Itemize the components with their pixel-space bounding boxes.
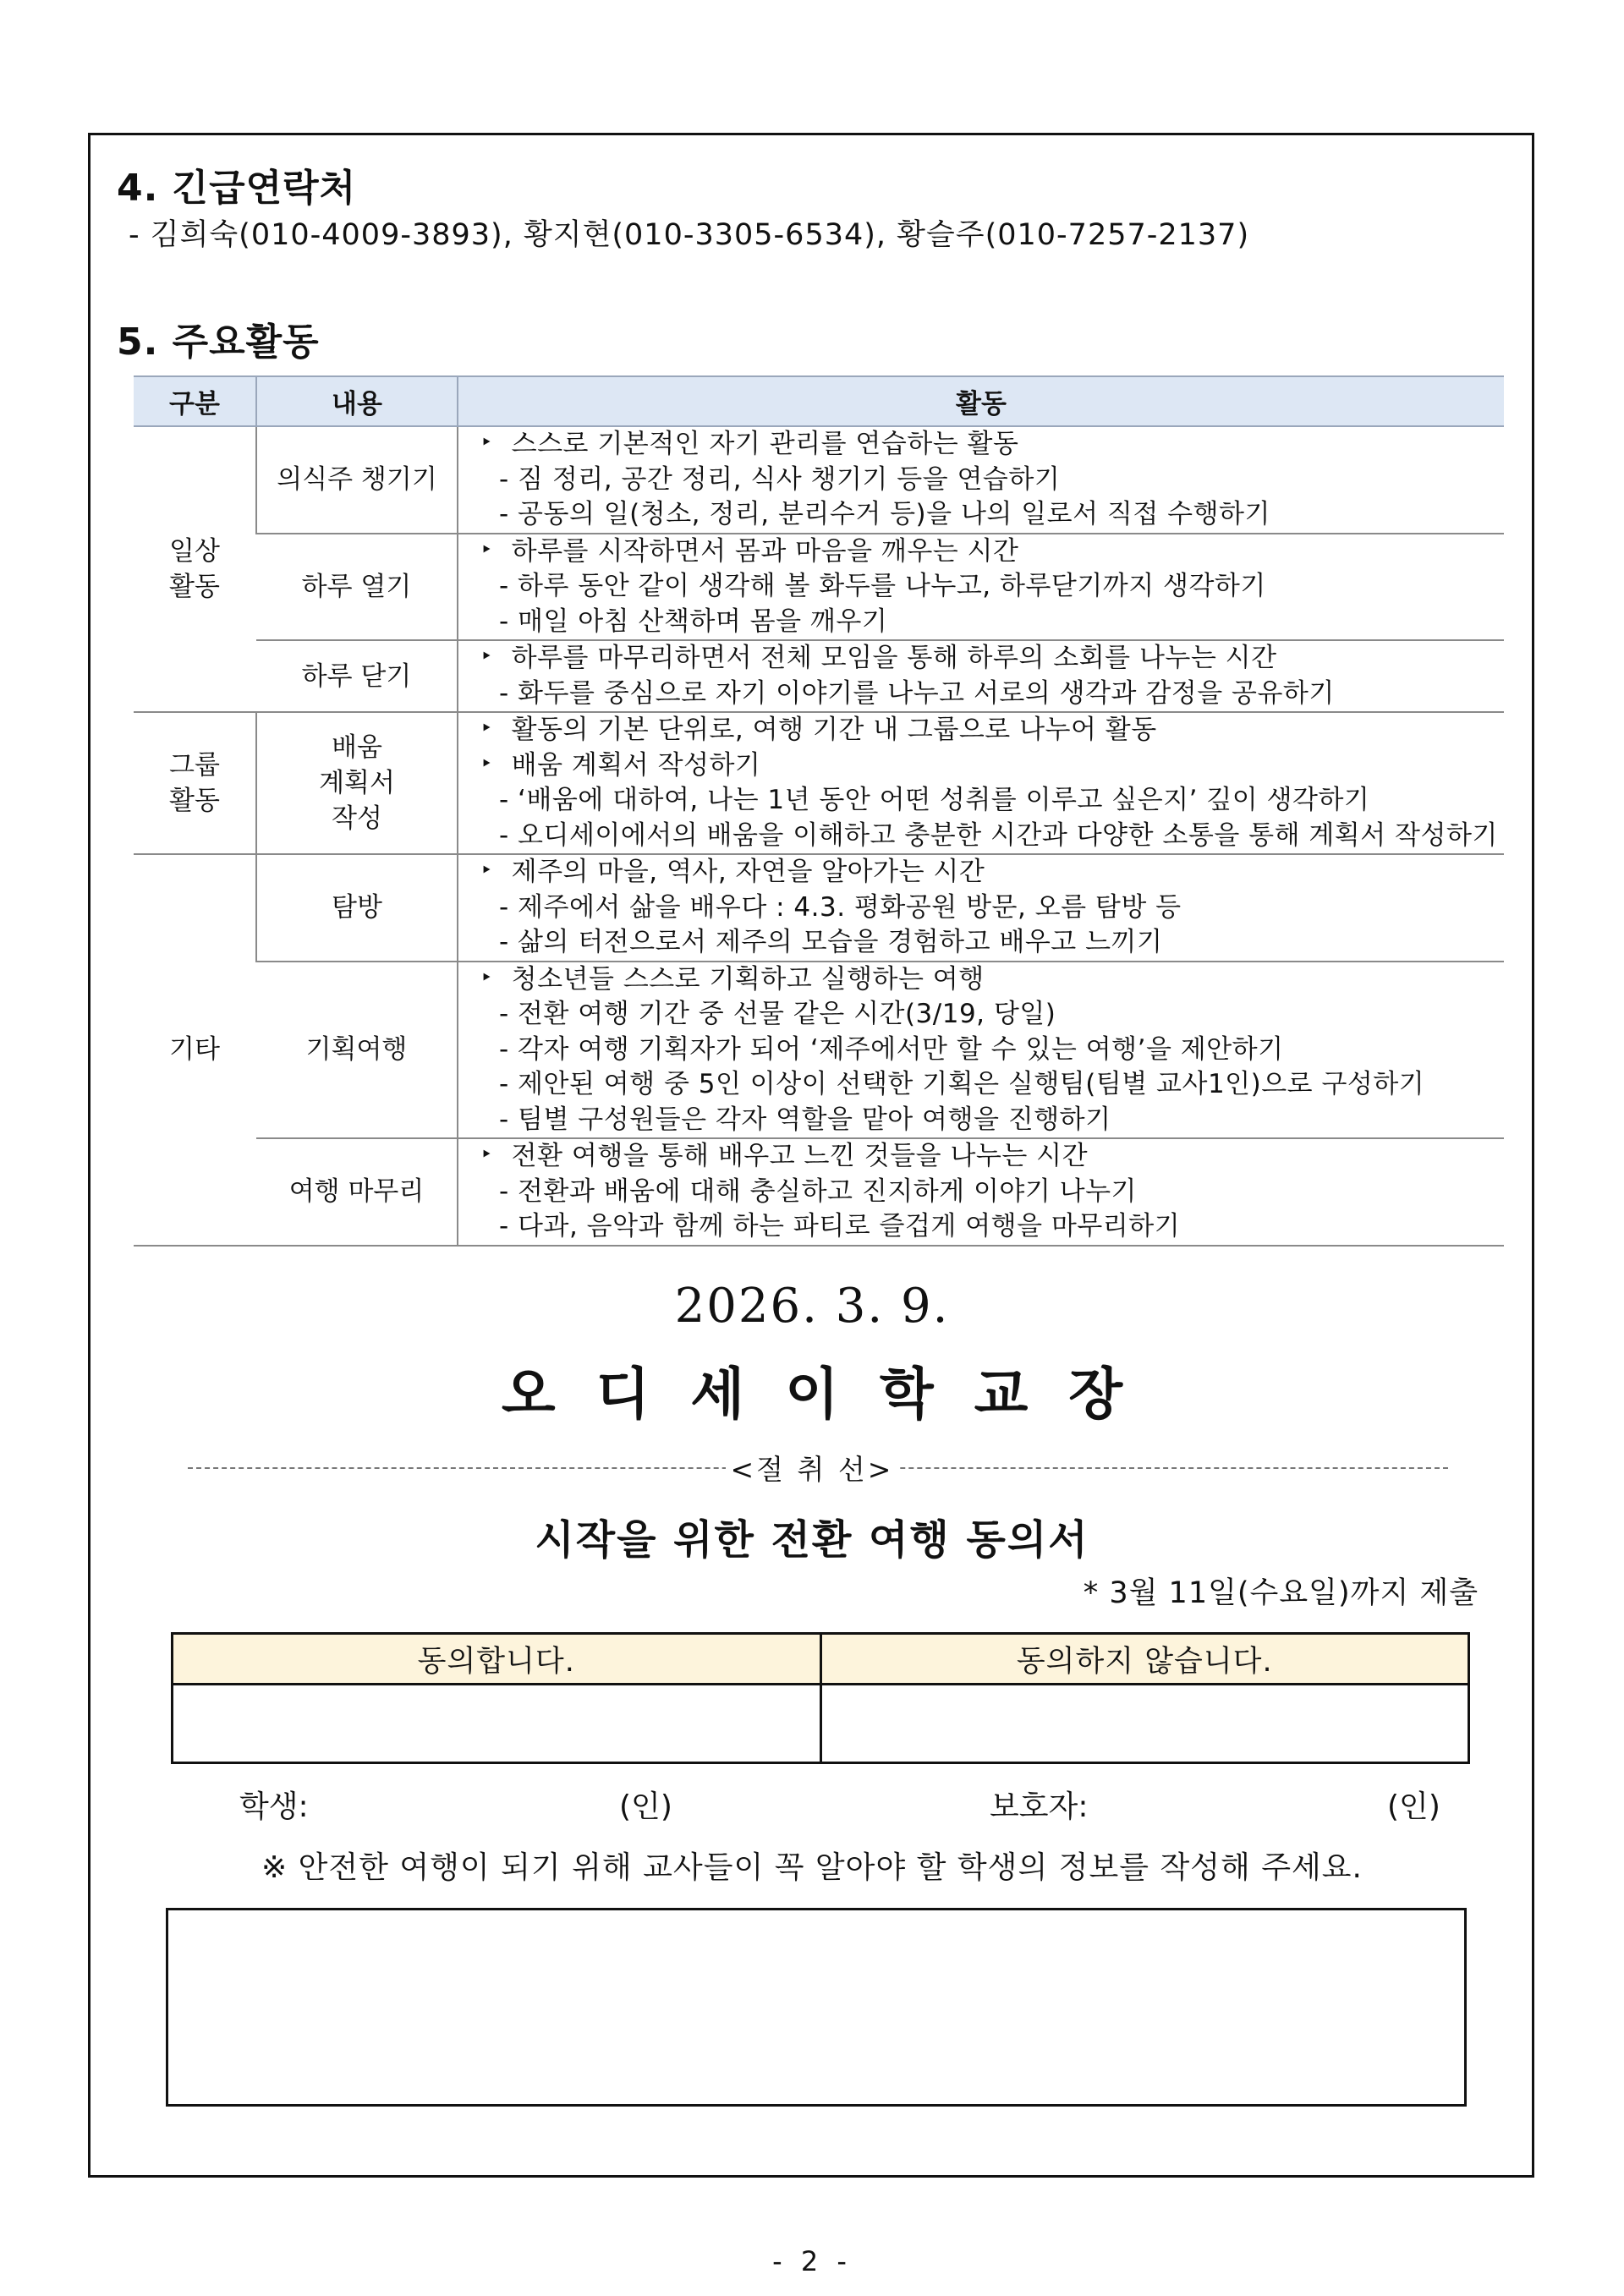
- activities-table: [134, 375, 1504, 1247]
- activities-header-row: [134, 376, 1504, 426]
- header-category: 구분: [134, 376, 256, 426]
- category-cell: [134, 712, 256, 854]
- student-info-box[interactable]: [166, 1908, 1467, 2107]
- activity-detail: - ‘배움에 대하여, 나는 1년 동안 어떤 성취를 이루고 싶은지’ 깊이 생각하기: [477, 783, 1504, 819]
- agree-box[interactable]: [173, 1685, 821, 1763]
- activity-detail: - 전환 여행 기간 중 선물 같은 시간(3/19, 당일): [477, 997, 1504, 1033]
- activity-bullet: ‣ 제주의 마을, 역사, 자연을 알아가는 시간: [477, 855, 1504, 890]
- activity-bullet: ‣ 스스로 기본적인 자기 관리를 연습하는 활동: [477, 427, 1504, 463]
- activity-row: [134, 640, 1504, 712]
- activity-bullet: ‣ 활동의 기본 단위로, 여행 기간 내 그룹으로 나누어 활동: [477, 713, 1504, 748]
- content-line: 기획여행: [305, 1034, 408, 1066]
- content-line: 하루 열기: [301, 571, 412, 602]
- activity-cell: [458, 640, 1504, 712]
- activity-detail: - 짐 정리, 공간 정리, 식사 챙기기 등을 연습하기: [477, 463, 1504, 498]
- activity-bullet: ‣ 전환 여행을 통해 배우고 느낀 것들을 나누는 시간: [477, 1139, 1504, 1175]
- activity-detail: - 공동의 일(청소, 정리, 분리수거 등)을 나의 일로서 직접 수행하기: [477, 497, 1504, 533]
- consent-title: 시작을 위한 전환 여행 동의서: [535, 1516, 1089, 1564]
- content-line: 계획서: [319, 768, 395, 798]
- activity-bullet: ‣ 배움 계획서 작성하기: [477, 748, 1504, 784]
- activity-row: [134, 426, 1504, 534]
- activity-detail: - 제주에서 삶을 배우다 : 4.3. 평화공원 방문, 오름 탐방 등: [477, 890, 1504, 926]
- activity-row: [134, 534, 1504, 641]
- category-line: 기타: [169, 1034, 220, 1066]
- content-cell: [256, 854, 458, 962]
- content-cell: [256, 962, 458, 1139]
- activity-detail: - 매일 아침 산책하며 몸을 깨우기: [477, 605, 1504, 640]
- content-line: 작성: [332, 803, 382, 834]
- content-cell: [256, 1138, 458, 1246]
- emergency-contacts: - 김희숙(010-4009-3893), 황지현(010-3305-6534), 황슬주(010-7257-2137): [129, 218, 1250, 252]
- content-cell: [256, 426, 458, 534]
- activity-detail: - 오디세이에서의 배움을 이해하고 충분한 시간과 다양한 소통을 통해 계획서 작성하기: [477, 819, 1504, 854]
- student-label: 학생:: [239, 1789, 309, 1824]
- activity-detail: - 팀별 구성원들은 각자 역할을 맡아 여행을 진행하기: [477, 1103, 1504, 1138]
- letter-date: 2026. 3. 9.: [674, 1279, 950, 1334]
- content-cell: [256, 534, 458, 641]
- activity-cell: [458, 962, 1504, 1139]
- content-line: 배움: [332, 732, 382, 763]
- header-activity: 활동: [458, 376, 1504, 426]
- disagree-box[interactable]: [820, 1685, 1469, 1763]
- activity-cell: [458, 426, 1504, 534]
- school-principal: 오디세이학교장: [501, 1361, 1164, 1427]
- student-info-notice: ※ 안전한 여행이 되기 위해 교사들이 꼭 알아야 할 학생의 정보를 작성해 주세요.: [261, 1850, 1363, 1885]
- activity-row: [134, 1138, 1504, 1246]
- activity-row: [134, 854, 1504, 962]
- content-line: 의식주 챙기기: [277, 464, 437, 496]
- parent-seal: (인): [1387, 1789, 1440, 1824]
- activity-detail: - 다과, 음악과 함께 하는 파티로 즐겁게 여행을 마무리하기: [477, 1209, 1504, 1245]
- activity-bullet: ‣ 하루를 마무리하면서 전체 모임을 통해 하루의 소회를 나누는 시간: [477, 641, 1504, 677]
- student-seal: (인): [619, 1789, 672, 1824]
- agree-header: 동의합니다.: [173, 1634, 821, 1685]
- content-line: 탐방: [332, 892, 382, 923]
- category-line: 활동: [169, 572, 220, 602]
- activity-detail: - 제안된 여행 중 5인 이상이 선택한 기획은 실행팀(팀별 교사1인)으로 구성하기: [477, 1067, 1504, 1103]
- activity-bullet: ‣ 하루를 시작하면서 몸과 마음을 깨우는 시간: [477, 534, 1504, 570]
- section4-title: 4. 긴급연락처: [117, 167, 357, 210]
- category-line: 그룹: [169, 750, 220, 781]
- disagree-header: 동의하지 않습니다.: [820, 1634, 1469, 1685]
- consent-deadline: * 3월 11일(수요일)까지 제출: [1083, 1576, 1479, 1610]
- activity-detail: - 하루 동안 같이 생각해 볼 화두를 나누고, 하루닫기까지 생각하기: [477, 569, 1504, 605]
- category-cell: [134, 854, 256, 1246]
- activity-row: [134, 962, 1504, 1139]
- activity-detail: - 화두를 중심으로 자기 이야기를 나누고 서로의 생각과 감정을 공유하기: [477, 677, 1504, 712]
- activity-detail: - 각자 여행 기획자가 되어 ‘제주에서만 할 수 있는 여행’을 제안하기: [477, 1033, 1504, 1068]
- activity-cell: [458, 1138, 1504, 1246]
- consent-table: [171, 1632, 1470, 1764]
- category-line: 활동: [169, 786, 220, 816]
- content-line: 하루 닫기: [301, 660, 412, 692]
- activity-cell: [458, 854, 1504, 962]
- category-cell: [134, 426, 256, 712]
- category-line: 일상: [169, 536, 220, 567]
- activity-row: [134, 712, 1504, 854]
- content-cell: [256, 640, 458, 712]
- activity-cell: [458, 712, 1504, 854]
- content-cell: [256, 712, 458, 854]
- content-line: 여행 마무리: [288, 1176, 425, 1208]
- activity-detail: - 전환과 배움에 대해 충실하고 진지하게 이야기 나누기: [477, 1175, 1504, 1210]
- activity-cell: [458, 534, 1504, 641]
- page-number: - 2 -: [772, 2245, 852, 2277]
- cut-line-label-wrap: [0, 1448, 1624, 1488]
- section5-title: 5. 주요활동: [117, 321, 320, 364]
- activity-bullet: ‣ 청소년들 스스로 기획하고 실행하는 여행: [477, 962, 1504, 998]
- header-content: 내용: [256, 376, 458, 426]
- parent-label: 보호자:: [990, 1789, 1089, 1824]
- cut-line-label: <절 취 선>: [726, 1453, 899, 1486]
- activity-detail: - 삶의 터전으로서 제주의 모습을 경험하고 배우고 느끼기: [477, 925, 1504, 961]
